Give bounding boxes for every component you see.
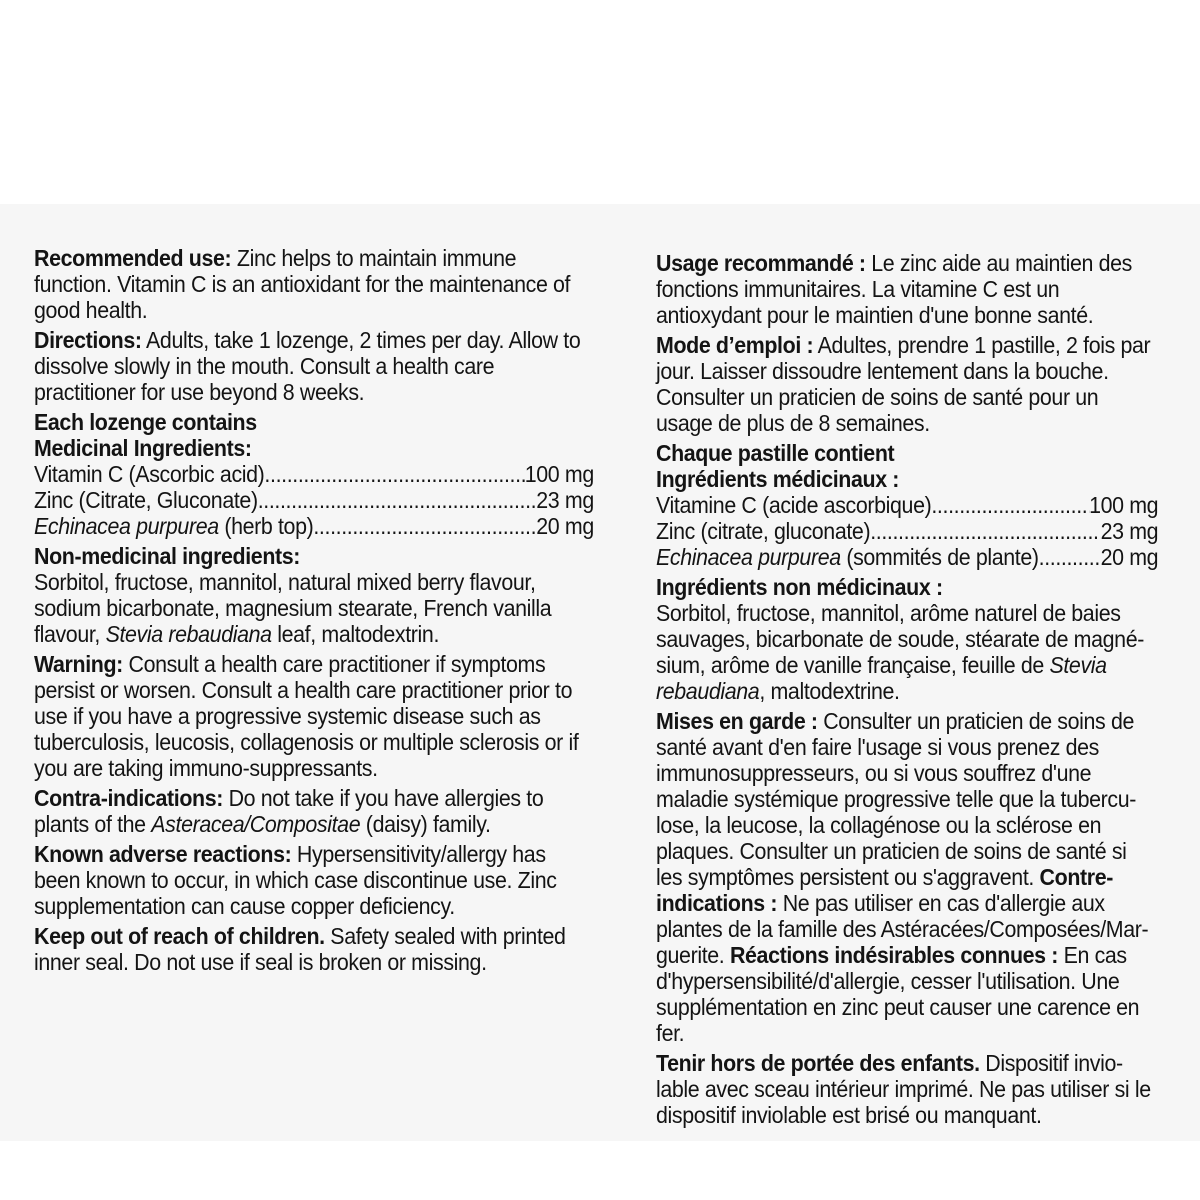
tenir-hors-portee-paragraph [656, 1050, 1158, 1128]
keep-out-paragraph [34, 923, 594, 975]
adverse-reactions-label: Known adverse reactions: [34, 841, 292, 867]
ingredient-name: Vitamine C (acide ascorbique) [656, 492, 932, 518]
non-medicinal-italic: Stevia rebaudiana [105, 621, 272, 647]
contra-italic: Asteracea/Compositae [151, 811, 361, 837]
mises-en-garde-text: Consulter un praticien de soins de santé avant d'en faire l'usage si vous prenez des immunosuppresseurs, ou si vous souffrez d'une maladie systémique progressive telle que la tubercu-lose, la leucose, la collagénose ou la sclérose en plaques. Consulter un praticien de soins de santé si les symptômes persistent ou s'aggravent. [656, 708, 1137, 890]
ingredient-row [656, 518, 1158, 544]
usage-recommande-label: Usage recommandé : [656, 250, 866, 276]
ingredient-name [656, 544, 1039, 570]
mode-emploi-label: Mode d’emploi : [656, 332, 814, 358]
non-medicinaux-text-b: , maltodextrine. [759, 678, 900, 704]
ingredient-name [34, 513, 313, 539]
ingredients-non-medicinaux-heading: Ingrédients non médicinaux : [656, 574, 943, 600]
adverse-reactions-text: Hypersensitivity/allergy has been known to occur, in which case discontinue use. Zinc supplementation can cause copper deficiency. [34, 841, 557, 919]
keep-out-label: Keep out of reach of children. [34, 923, 325, 949]
ingredient-row [656, 544, 1158, 570]
non-medicinal-text-b: leaf, maltodextrin. [271, 621, 440, 647]
leader-dots [264, 461, 524, 487]
directions-label: Directions: [34, 327, 142, 353]
ingredient-amount: 100 mg [524, 461, 594, 487]
ingredient-name-rest: (sommités de plante) [840, 544, 1039, 570]
reactions-indesirables-label: Réactions indésirables connues : [729, 942, 1059, 968]
directions-text: Adults, take 1 lozenge, 2 times per day. Allow to dissolve slowly in the mouth. Consult a health care practitioner for use beyond 8 weeks. [34, 327, 581, 405]
contre-indications-label: Contre-indications : [656, 864, 1114, 916]
warning-label: Warning: [34, 651, 123, 677]
ingredient-name-italic: Echinacea purpurea [34, 513, 219, 539]
ingredients-non-medicinaux-text [656, 600, 1158, 704]
ingredient-amount: 23 mg [536, 487, 594, 513]
non-medicinaux-text-a: Sorbitol, fructose, mannitol, arôme naturel de baies sauvages, bicarbonate de soude, stéarate de magné-sium, arôme de vanille française, feuille de [656, 600, 1144, 678]
non-medicinal-text [34, 569, 594, 647]
ingredient-amount: 100 mg [1089, 492, 1159, 518]
mises-en-garde-label: Mises en garde : [656, 708, 818, 734]
tenir-hors-portee-text: Dispositif invio-lable avec sceau intérieur imprimé. Ne pas utiliser si le dispositif inviolable est brisé ou manquant. [656, 1050, 1151, 1128]
mode-emploi-paragraph [656, 332, 1158, 436]
contre-indications-text: Ne pas utiliser en cas d'allergie aux plantes de la famille des Astéracées/Composées/Mar-guerite. [656, 890, 1149, 968]
reactions-indesirables-text: En cas d'hypersensibilité/d'allergie, cesser l'utilisation. Une supplémentation en zinc peut causer une carence en fer. [656, 942, 1140, 1046]
leader-dots [1039, 544, 1101, 570]
ingredient-row [34, 487, 594, 513]
non-medicinal-heading: Non-medicinal ingredients: [34, 543, 301, 569]
ingredient-name: Vitamin C (Ascorbic acid) [34, 461, 265, 487]
non-medicinal-text-a: Sorbitol, fructose, mannitol, natural mixed berry flavour, sodium bicarbonate, magnesium stearate, French vanilla flavour, [34, 569, 552, 647]
non-medicinaux-italic: Stevia rebaudiana [656, 652, 1107, 704]
ingredient-name: Zinc (Citrate, Gluconate) [34, 487, 258, 513]
warning-text: Consult a health care practitioner if symptoms persist or worsen. Consult a health care practitioner prior to use if you have a progressive systemic disease such as tuberculosis, leucosis, collagenosis or multiple sclerosis or if you are taking immuno-suppressants. [34, 651, 579, 781]
ingredient-name-italic: Echinacea purpurea [656, 544, 841, 570]
leader-dots [870, 518, 1100, 544]
usage-recommande-paragraph [656, 250, 1158, 328]
mises-en-garde-paragraph [656, 708, 1158, 1046]
recommended-use-paragraph [34, 245, 594, 323]
mode-emploi-text: Adultes, prendre 1 pastille, 2 fois par jour. Laisser dissoudre lentement dans la bouche. Consulter un praticien de soins de santé pour un usage de plus de 8 semaines. [656, 332, 1151, 436]
ingredient-amount: 20 mg [536, 513, 594, 539]
contra-indications-label: Contra-indications: [34, 785, 224, 811]
adverse-reactions-paragraph [34, 841, 594, 919]
ingredient-name-rest: (herb top) [218, 513, 314, 539]
usage-recommande-text: Le zinc aide au maintien des fonctions immunitaires. La vitamine C est un antioxydant pour le maintien d'une bonne santé. [656, 250, 1132, 328]
chaque-pastille-heading: Chaque pastille contient [656, 440, 895, 466]
warning-paragraph [34, 651, 594, 781]
each-lozenge-heading: Each lozenge contains [34, 409, 257, 435]
contra-text-b: (daisy) family. [360, 811, 491, 837]
ingredient-row [34, 513, 594, 539]
ingredient-row [34, 461, 594, 487]
keep-out-text: Safety sealed with printed inner seal. Do not use if seal is broken or missing. [34, 923, 566, 975]
recommended-use-label: Recommended use: [34, 245, 232, 271]
english-column [34, 245, 594, 979]
leader-dots [258, 487, 537, 513]
contra-indications-paragraph [34, 785, 594, 837]
contra-text-a: Do not take if you have allergies to plants of the [34, 785, 544, 837]
tenir-hors-portee-label: Tenir hors de portée des enfants. [656, 1050, 980, 1076]
medicinal-ingredients-heading: Medicinal Ingredients: [34, 435, 252, 461]
leader-dots [313, 513, 536, 539]
french-column [656, 250, 1158, 1132]
ingredient-amount: 20 mg [1100, 544, 1159, 570]
ingredients-medicinaux-heading: Ingrédients médicinaux : [656, 466, 900, 492]
recommended-use-text: Zinc helps to maintain immune function. Vitamin C is an antioxidant for the maintenance of good health. [34, 245, 571, 323]
ingredient-row [656, 492, 1158, 518]
ingredient-name: Zinc (citrate, gluconate) [656, 518, 871, 544]
ingredient-amount: 23 mg [1100, 518, 1159, 544]
directions-paragraph [34, 327, 594, 405]
leader-dots [931, 492, 1089, 518]
